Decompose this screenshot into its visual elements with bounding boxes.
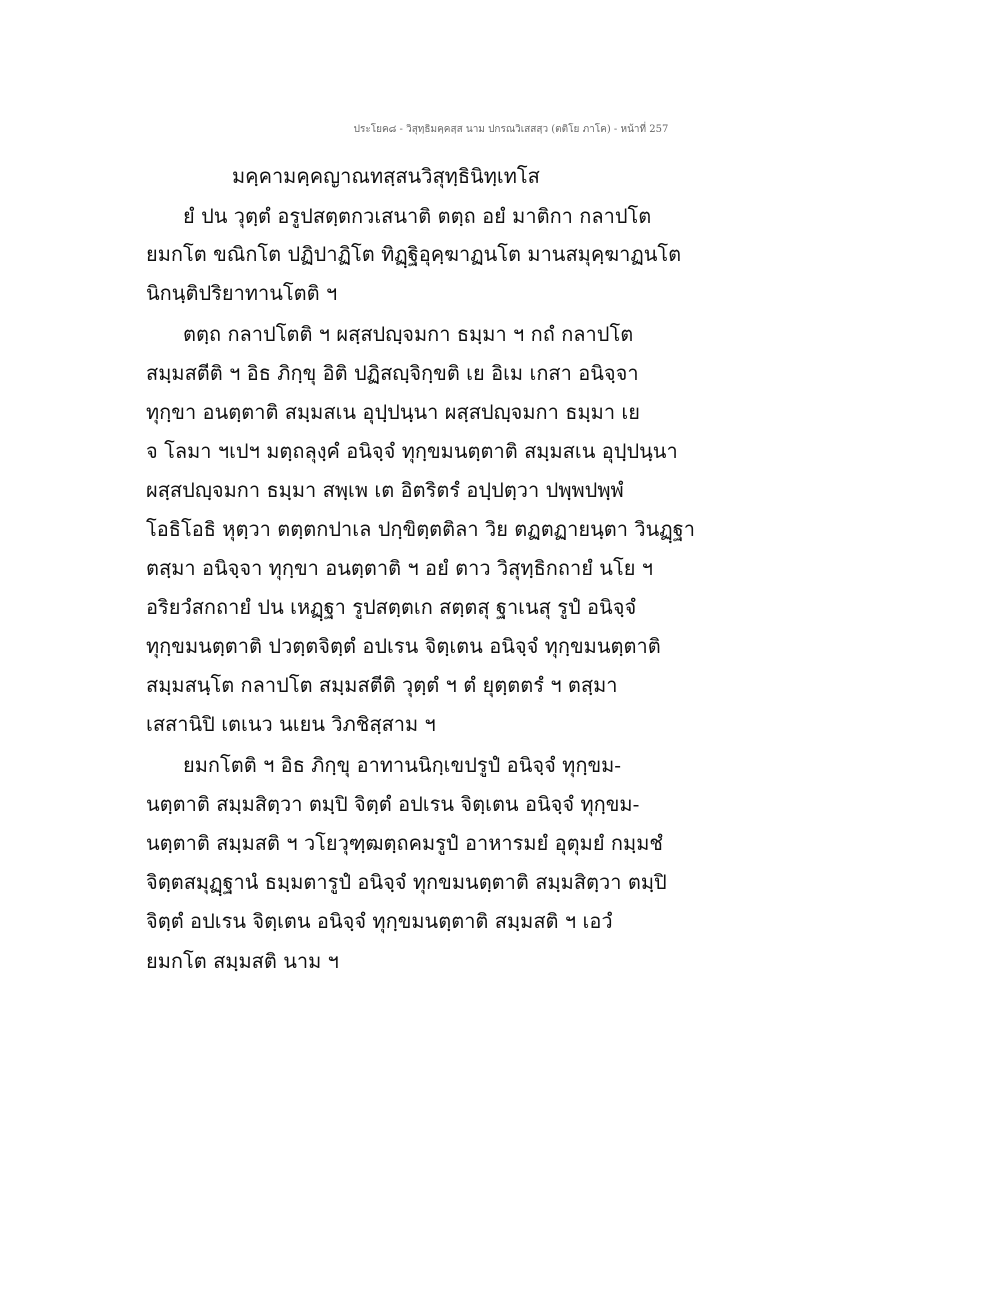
paragraph-2-line-2: สมฺมสตีติ ฯ อิธ ภิกฺขุ อิติ ปฏิสญฺจิกฺขติ เย อิเม เกสา อนิจฺจา <box>146 361 639 385</box>
paragraph-3-line-1: ยมกโตติ ฯ อิธ ภิกฺขุ อาทานนิกฺเขปรูปํ อนิจฺจํ ทุกฺขม- <box>183 753 622 777</box>
paragraph-1-line-3: นิกนฺติปริยาทานโตติ ฯ <box>146 281 338 305</box>
paragraph-3-line-3: นตฺตาติ สมฺมสติ ฯ วโยวุฑฺฒตฺถคมรูปํ อาหารมยํ อุตุมยํ กมฺมชํ <box>146 831 663 855</box>
paragraph-2-line-10: สมฺมสนฺโต กลาปโต สมฺมสตีติ วุตฺตํ ฯ ตํ ยุตฺตตรํ ฯ ตสฺมา <box>146 673 618 697</box>
paragraph-2-line-6: โอธิโอธิ หุตฺวา ตตฺตกปาเล ปกฺขิตฺตติลา วิย ตฏตฏายนฺตา วินฏฺฐา <box>146 517 695 541</box>
paragraph-2-line-5: ผสฺสปญฺจมกา ธมฺมา สพฺเพ เต อิตริตรํ อปฺปตฺวา ปพฺพปพฺพํ <box>146 478 624 502</box>
paragraph-1-line-2: ยมกโต ขณิกโต ปฏิปาฏิโต ทิฏฺฐิอุคฺฆาฏนโต มานสมุคฺฆาฏนโต <box>146 242 682 266</box>
paragraph-3-line-6: ยมกโต สมฺมสติ นาม ฯ <box>146 949 339 973</box>
paragraph-2-line-11: เสสานิปิ เตเนว นเยน วิภชิสฺสาม ฯ <box>146 712 436 736</box>
section-title: มคฺคามคฺคญาณทสฺสนวิสุทฺธินิทฺเทโส <box>232 164 540 188</box>
running-header: ประโยค๘ - วิสุทฺธิมคฺคสฺส นาม ปกรณวิเสสสฺว (ตติโย ภาโค) - หน้าที่ 257 <box>353 124 669 135</box>
paragraph-3-line-5: จิตฺตํ อปเรน จิตฺเตน อนิจฺจํ ทุกฺขมนตฺตาติ สมฺมสติ ฯ เอวํ <box>146 909 613 933</box>
paragraph-3-line-2: นตฺตาติ สมฺมสิตฺวา ตมฺปิ จิตฺตํ อปเรน จิตฺเตน อนิจฺจํ ทุกฺขม- <box>146 792 640 816</box>
paragraph-2-line-1: ตตฺถ กลาปโตติ ฯ ผสฺสปญฺจมกา ธมฺมา ฯ กถํ กลาปโต <box>183 322 634 346</box>
paragraph-2-line-3: ทุกฺขา อนตฺตาติ สมฺมสเน อุปฺปนฺนา ผสฺสปญฺจมกา ธมฺมา เย <box>146 400 640 424</box>
paragraph-2-line-9: ทุกฺขมนตฺตาติ ปวตฺตจิตฺตํ อปเรน จิตฺเตน อนิจฺจํ ทุกฺขมนตฺตาติ <box>146 634 661 658</box>
paragraph-3-line-4: จิตฺตสมุฏฺฐานํ ธมฺมตารูปํ อนิจฺจํ ทุกขมนตฺตาติ สมฺมสิตฺวา ตมฺปิ <box>146 870 667 894</box>
paragraph-2-line-4: จ โลมา ฯเปฯ มตฺถลุงฺคํ อนิจฺจํ ทุกฺขมนตฺตาติ สมฺมสเน อุปฺปนฺนา <box>146 439 678 463</box>
paragraph-2-line-7: ตสฺมา อนิจฺจา ทุกฺขา อนตฺตาติ ฯ อยํ ตาว วิสุทฺธิกถายํ นโย ฯ <box>146 556 654 580</box>
paragraph-2-line-8: อริยวํสกถายํ ปน เหฏฺฐา รูปสตฺตเก สตฺตสุ ฐาเนสุ รูปํ อนิจฺจํ <box>146 595 637 619</box>
paragraph-1-line-1: ยํ ปน วุตฺตํ อรูปสตฺตกวเสนาติ ตตฺถ อยํ มาติกา กลาปโต <box>183 204 652 228</box>
